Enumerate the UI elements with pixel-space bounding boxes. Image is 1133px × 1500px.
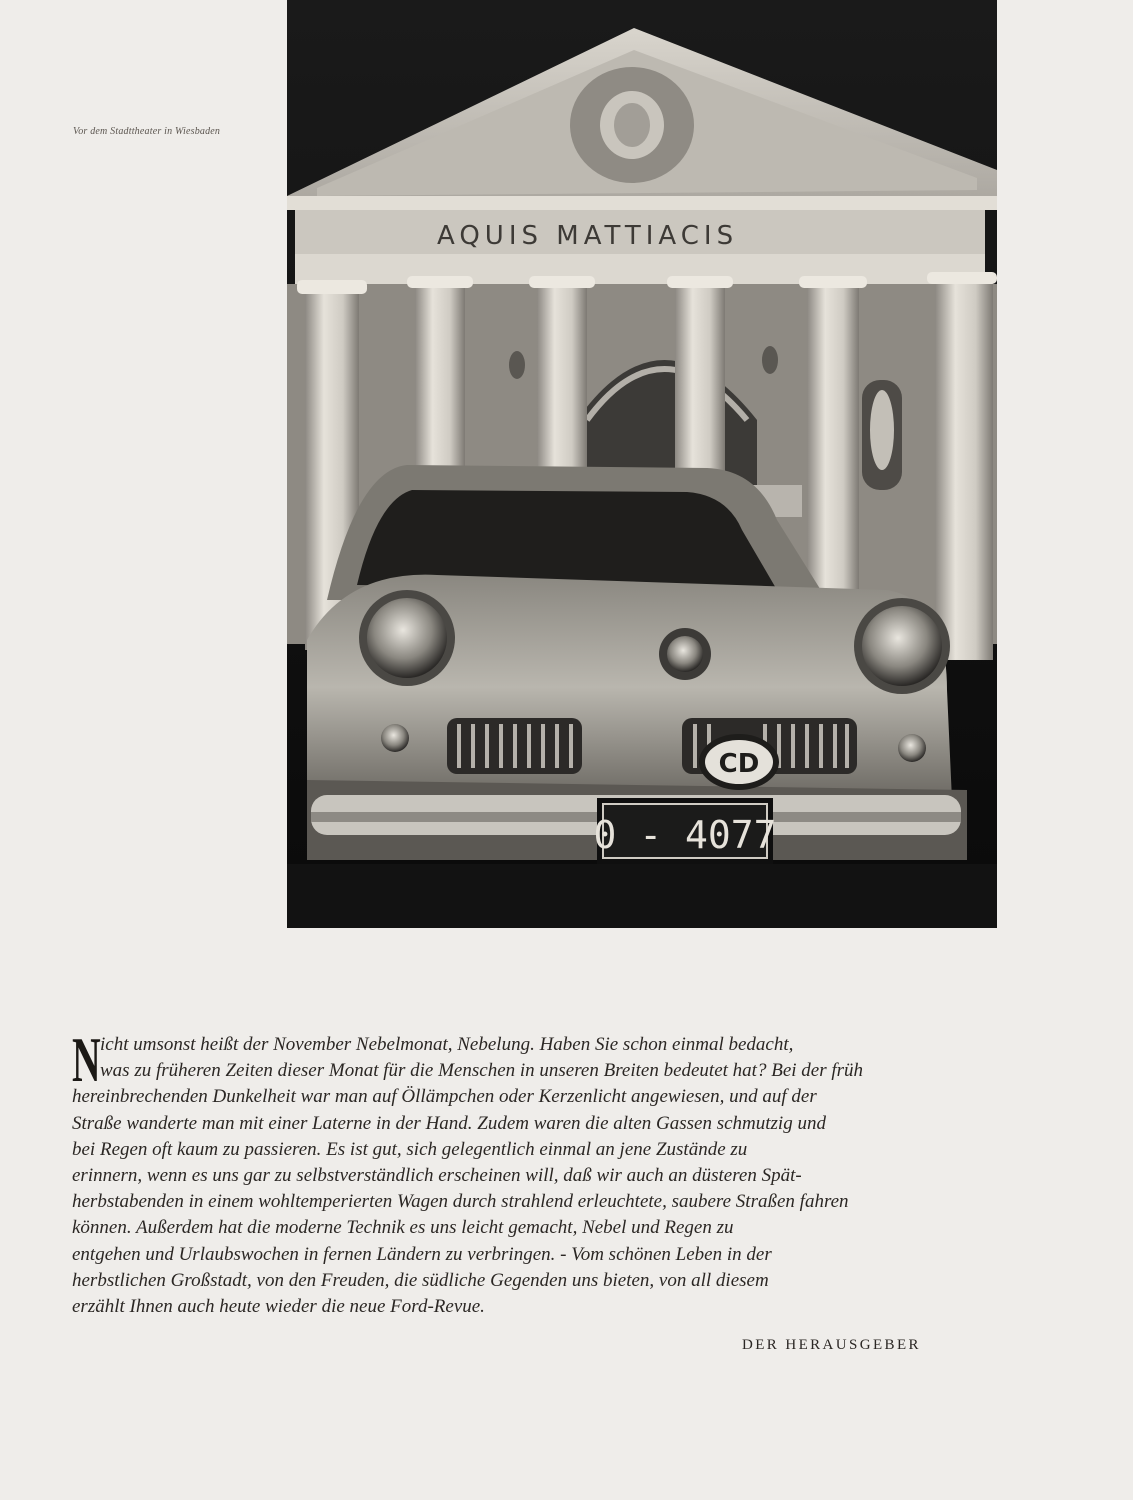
text-line: erinnern, wenn es uns gar zu selbstverständlich erscheinen will, daß wir auch an düsteren Spät- bbox=[72, 1164, 802, 1186]
text-line: erzählt Ihnen auch heute wieder die neue Ford-Revue. bbox=[72, 1295, 485, 1317]
photo-caption: Vor dem Stadttheater in Wiesbaden bbox=[73, 126, 221, 137]
drop-cap: N bbox=[72, 1024, 101, 1095]
text-line: herbstabenden in einem wohltemperierten Wagen durch strahlend erleuchtete, saubere Straßen fahren bbox=[72, 1191, 849, 1213]
theater-car-photo bbox=[287, 0, 997, 928]
text-line: icht umsonst heißt der November Nebelmonat, Nebelung. Haben Sie schon einmal bedacht, bbox=[100, 1034, 794, 1055]
text-line: hereinbrechenden Dunkelheit war man auf Öllämpchen oder Kerzenlicht angewiesen, und auf der bbox=[72, 1086, 817, 1108]
cd-badge: CD bbox=[718, 749, 760, 779]
inscription: AQUIS MATTIACIS bbox=[437, 221, 739, 251]
text-line: herbstlichen Großstadt, von den Freuden, die südliche Gegenden uns bieten, von all diesem bbox=[72, 1269, 769, 1291]
text-line: bei Regen oft kaum zu passieren. Es ist gut, sich gelegentlich einmal an jene Zustände zu bbox=[72, 1138, 748, 1160]
text-line: was zu früheren Zeiten dieser Monat für die Menschen in unseren Breiten bedeutet hat? Bei der früh bbox=[100, 1060, 864, 1082]
text-line: können. Außerdem hat die moderne Technik es uns leicht gemacht, Nebel und Regen zu bbox=[72, 1217, 734, 1239]
text-line: Straße wanderte man mit einer Laterne in der Hand. Zudem waren die alten Gassen schmutzig und bbox=[72, 1112, 826, 1134]
editorial-text bbox=[72, 1024, 972, 1320]
license-plate: 0 - 4077 bbox=[593, 813, 777, 857]
signature: DER HERAUSGEBER bbox=[742, 1337, 921, 1353]
text-line: entgehen und Urlaubswochen in fernen Ländern zu verbringen. - Vom schönen Leben in der bbox=[72, 1243, 772, 1265]
